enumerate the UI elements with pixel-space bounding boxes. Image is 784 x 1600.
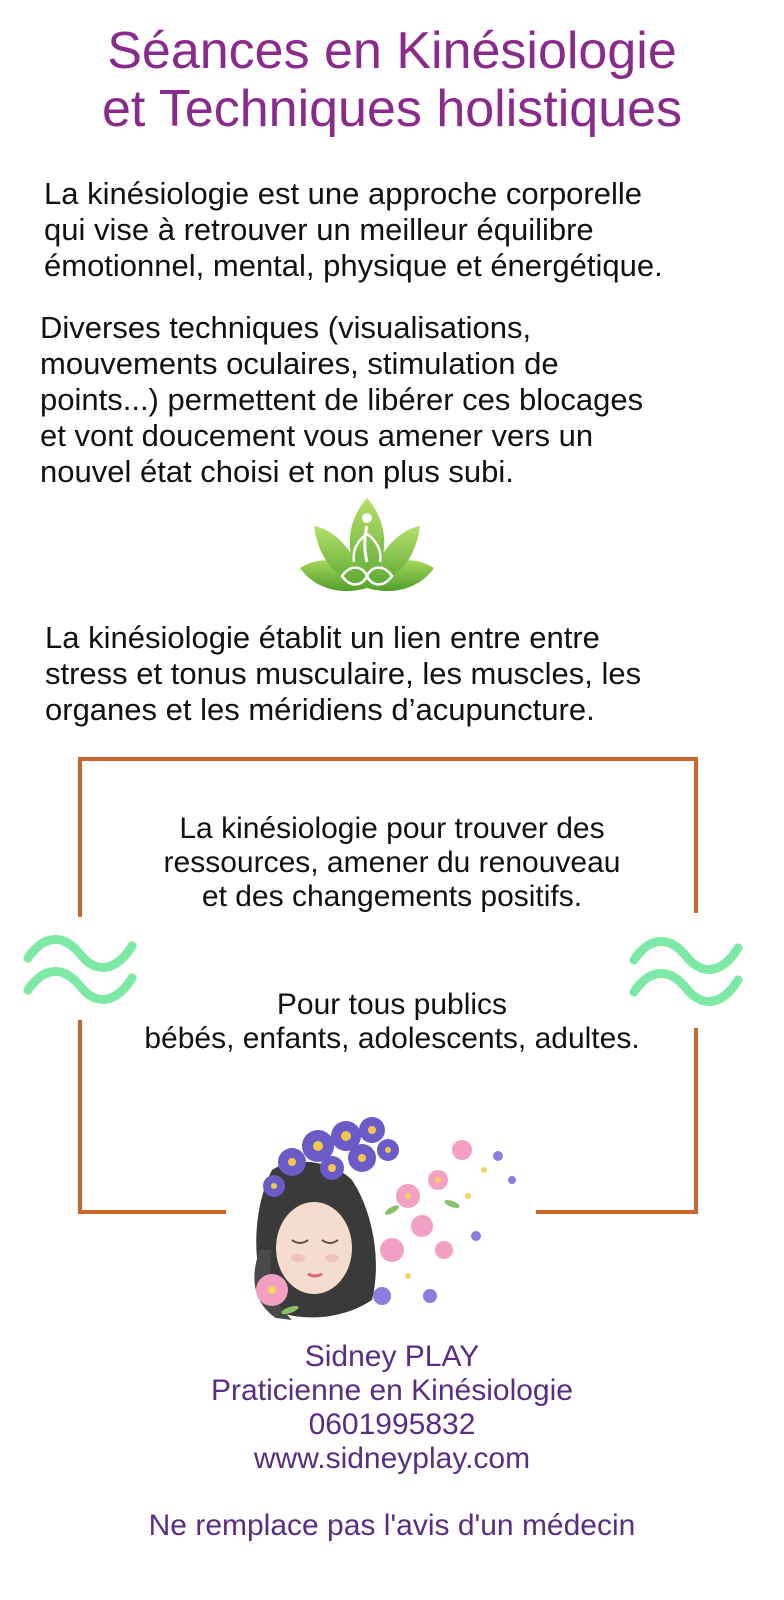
link-line: organes et les méridiens d’acupuncture. — [45, 692, 595, 727]
techniques-line: points...) permettent de libérer ces blocages — [40, 382, 644, 417]
link-paragraph — [45, 620, 641, 728]
title-line-1: Séances en Kinésiologie — [107, 22, 677, 80]
intro-paragraph — [44, 176, 663, 284]
techniques-line: nouvel état choisi et non plus subi. — [40, 454, 514, 489]
page-title — [0, 22, 784, 138]
techniques-line: Diverses techniques (visualisations, — [40, 310, 532, 345]
contact-block — [0, 1340, 784, 1476]
intro-line: qui vise à retrouver un meilleur équilibre — [44, 212, 594, 247]
resources-line: ressources, amener du renouveau — [163, 846, 621, 879]
resources-line: La kinésiologie pour trouver des — [179, 812, 605, 845]
techniques-line: mouvements oculaires, stimulation de — [40, 346, 559, 381]
disclaimer-text: Ne remplace pas l'avis d'un médecin — [148, 1509, 636, 1542]
audience-line: bébés, enfants, adolescents, adultes. — [144, 1022, 640, 1055]
link-line: stress et tonus musculaire, les muscles, les — [45, 656, 642, 691]
woman-with-flowers-illustration — [232, 1100, 532, 1322]
frame-bottom-line-left — [78, 1210, 226, 1214]
techniques-paragraph — [40, 310, 643, 490]
contact-role: Praticienne en Kinésiologie — [211, 1374, 573, 1407]
audience-text — [0, 988, 784, 1056]
intro-line: La kinésiologie est une approche corporelle — [44, 176, 643, 211]
contact-phone[interactable]: 0601995832 — [308, 1408, 476, 1441]
title-line-2: et Techniques holistiques — [101, 80, 683, 138]
resources-line: et des changements positifs. — [201, 880, 583, 913]
contact-website-link[interactable]: www.sidneyplay.com — [253, 1442, 531, 1475]
link-line: La kinésiologie établit un lien entre entre — [45, 620, 600, 655]
contact-name: Sidney PLAY — [304, 1340, 480, 1373]
intro-line: émotionnel, mental, physique et énergétique. — [44, 248, 663, 283]
frame-top-line — [78, 757, 698, 761]
lotus-meditation-icon — [292, 496, 442, 606]
frame-bottom-line-right — [536, 1210, 698, 1214]
resources-text — [0, 812, 784, 914]
audience-line: Pour tous publics — [276, 988, 508, 1021]
techniques-line: et vont doucement vous amener vers un — [40, 418, 594, 453]
